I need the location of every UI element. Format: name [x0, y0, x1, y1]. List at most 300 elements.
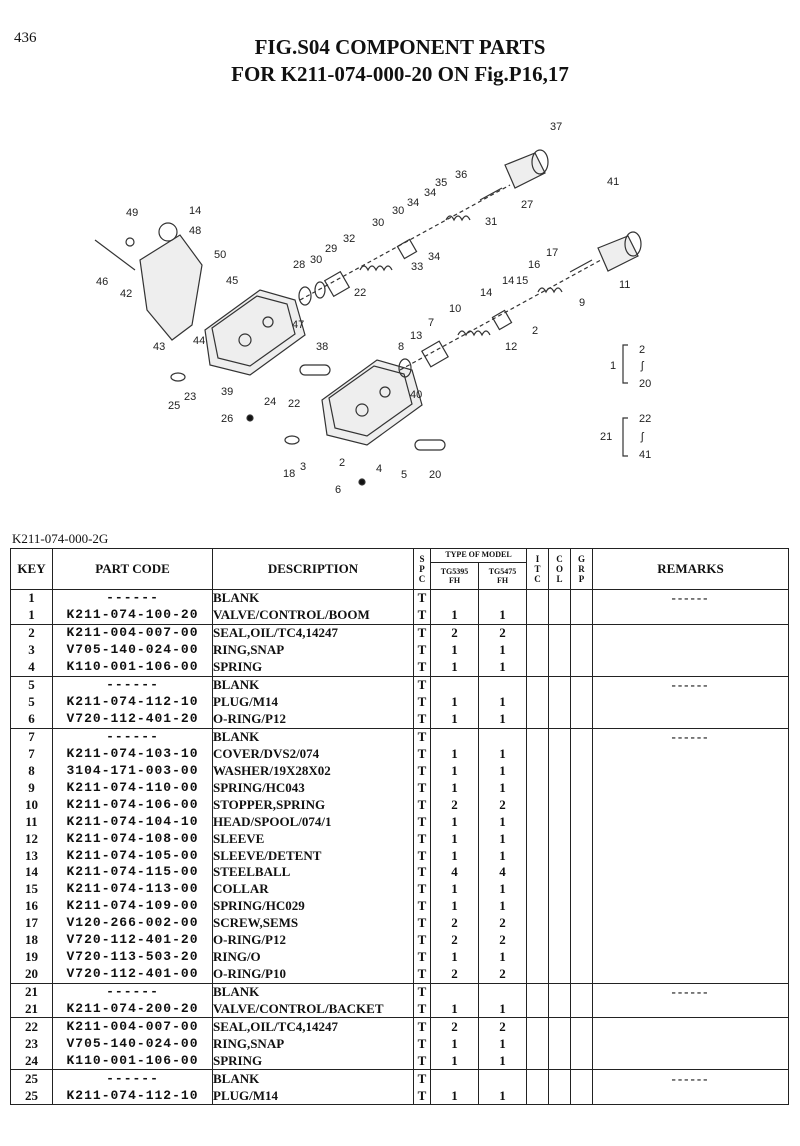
cell-desc: SEAL,OIL/TC4,14247: [213, 624, 414, 641]
cell-empty: [549, 590, 571, 607]
cell-key: 14: [11, 864, 53, 881]
cell-empty: [527, 1035, 549, 1052]
callout-number: 14: [189, 205, 202, 217]
cell-code: ------: [53, 590, 213, 607]
cell-spc: T: [414, 711, 431, 728]
cell-key: 16: [11, 898, 53, 915]
cell-empty: [571, 881, 593, 898]
table-row: [11, 949, 789, 966]
cell-q2: 1: [479, 659, 527, 676]
cell-rem: [593, 659, 789, 676]
cell-empty: [571, 711, 593, 728]
cell-empty: [549, 1035, 571, 1052]
cell-q1: 1: [431, 1001, 479, 1018]
table-row: [11, 983, 789, 1000]
table-row: [11, 642, 789, 659]
cell-q2: [479, 590, 527, 607]
cell-q1: 1: [431, 694, 479, 711]
cell-code: K211-004-007-00: [53, 1018, 213, 1035]
cell-spc: T: [414, 728, 431, 745]
cell-q2: 1: [479, 1035, 527, 1052]
cell-code: K211-074-113-00: [53, 881, 213, 898]
cell-empty: [527, 932, 549, 949]
cell-empty: [527, 711, 549, 728]
cell-code: K110-001-106-00: [53, 659, 213, 676]
header-model-1: TG5395 FH: [431, 563, 479, 589]
cell-q1: [431, 676, 479, 693]
callout-number: 46: [96, 276, 109, 288]
table-header-row: [11, 549, 789, 590]
cell-rem: ------: [593, 676, 789, 693]
svg-text:21: 21: [600, 431, 613, 443]
cell-empty: [549, 624, 571, 641]
cell-empty: [571, 779, 593, 796]
cell-key: 18: [11, 932, 53, 949]
cell-desc: BLANK: [213, 983, 414, 1000]
cell-code: ------: [53, 676, 213, 693]
cell-code: V720-112-401-20: [53, 711, 213, 728]
cell-empty: [527, 983, 549, 1000]
cell-code: K211-074-100-20: [53, 607, 213, 624]
cell-q2: 1: [479, 745, 527, 762]
cell-desc: SPRING: [213, 1052, 414, 1069]
header-description: DESCRIPTION: [213, 549, 414, 590]
table-row: [11, 830, 789, 847]
cell-q2: 1: [479, 762, 527, 779]
cell-empty: [571, 796, 593, 813]
header-part-code: PART CODE: [53, 549, 213, 590]
table-row: [11, 864, 789, 881]
cell-code: K211-074-108-00: [53, 830, 213, 847]
cell-q1: 1: [431, 762, 479, 779]
cell-q2: 1: [479, 830, 527, 847]
cell-q2: 1: [479, 813, 527, 830]
callout-number: 9: [579, 297, 586, 309]
cell-empty: [549, 711, 571, 728]
cell-desc: BLANK: [213, 676, 414, 693]
cell-empty: [527, 642, 549, 659]
callout-number: 50: [214, 249, 227, 261]
cell-empty: [571, 864, 593, 881]
cell-key: 5: [11, 676, 53, 693]
callout-number: 20: [429, 469, 442, 481]
cell-code: K211-074-103-10: [53, 745, 213, 762]
cell-q1: 2: [431, 796, 479, 813]
title-line-1: FIG.S04 COMPONENT PARTS: [254, 35, 546, 59]
callout-number: 15: [516, 275, 529, 287]
cell-empty: [549, 762, 571, 779]
callout-number: 45: [226, 275, 239, 287]
svg-text:20: 20: [639, 378, 652, 390]
callout-number: 24: [264, 396, 277, 408]
svg-text:ʃ: ʃ: [641, 360, 644, 372]
cell-empty: [571, 1035, 593, 1052]
cell-rem: [593, 607, 789, 624]
cell-rem: [593, 847, 789, 864]
parts-table: [10, 548, 789, 1105]
cell-code: K211-074-109-00: [53, 898, 213, 915]
cell-spc: T: [414, 676, 431, 693]
cell-desc: O-RING/P10: [213, 966, 414, 983]
cell-spc: T: [414, 745, 431, 762]
cell-code: ------: [53, 983, 213, 1000]
cell-desc: O-RING/P12: [213, 932, 414, 949]
cell-code: K211-074-115-00: [53, 864, 213, 881]
cell-key: 21: [11, 983, 53, 1000]
cell-empty: [549, 830, 571, 847]
table-row: [11, 779, 789, 796]
cell-empty: [549, 864, 571, 881]
cell-spc: T: [414, 659, 431, 676]
exploded-parts-diagram: [0, 100, 800, 520]
table-row: [11, 659, 789, 676]
cell-key: 11: [11, 813, 53, 830]
cell-spc: T: [414, 796, 431, 813]
cell-q2: [479, 1070, 527, 1087]
header-itc: I T C: [527, 549, 549, 590]
cell-spc: T: [414, 813, 431, 830]
cell-empty: [527, 813, 549, 830]
cell-desc: SEAL,OIL/TC4,14247: [213, 1018, 414, 1035]
cell-q1: 4: [431, 864, 479, 881]
svg-text:ʃ: ʃ: [641, 431, 644, 443]
cell-code: V120-266-002-00: [53, 915, 213, 932]
cell-empty: [549, 847, 571, 864]
cell-desc: SLEEVE: [213, 830, 414, 847]
table-row: [11, 762, 789, 779]
cell-key: 22: [11, 1018, 53, 1035]
cell-empty: [527, 779, 549, 796]
cell-empty: [549, 676, 571, 693]
cell-empty: [549, 1018, 571, 1035]
cell-spc: T: [414, 779, 431, 796]
callout-number: 2: [339, 457, 346, 469]
cell-empty: [571, 694, 593, 711]
header-spc: S P C: [414, 549, 431, 590]
cell-key: 25: [11, 1070, 53, 1087]
table-row: [11, 796, 789, 813]
callout-number: 23: [184, 391, 197, 403]
callout-number: 43: [153, 341, 166, 353]
cell-q1: 1: [431, 1052, 479, 1069]
callout-number: 48: [189, 225, 202, 237]
cell-empty: [527, 796, 549, 813]
cell-q2: 1: [479, 898, 527, 915]
title-line-2: FOR K211-074-000-20 ON Fig.P16,17: [231, 62, 569, 86]
table-row: [11, 1018, 789, 1035]
cell-q2: [479, 728, 527, 745]
table-row: [11, 847, 789, 864]
callout-number: 30: [310, 254, 323, 266]
callout-number: 27: [521, 199, 534, 211]
cell-q2: 1: [479, 1087, 527, 1104]
cell-desc: BLANK: [213, 1070, 414, 1087]
cell-empty: [527, 1087, 549, 1104]
cell-key: 23: [11, 1035, 53, 1052]
cell-spc: T: [414, 898, 431, 915]
cell-rem: [593, 864, 789, 881]
table-row: [11, 915, 789, 932]
header-grp: G R P: [571, 549, 593, 590]
callout-number: 16: [528, 259, 541, 271]
table-row: [11, 1052, 789, 1069]
cell-desc: HEAD/SPOOL/074/1: [213, 813, 414, 830]
cell-empty: [571, 966, 593, 983]
cell-key: 9: [11, 779, 53, 796]
cell-rem: [593, 796, 789, 813]
cell-desc: STEELBALL: [213, 864, 414, 881]
header-col: C O L: [549, 549, 571, 590]
cell-spc: T: [414, 915, 431, 932]
cell-empty: [571, 728, 593, 745]
cell-spc: T: [414, 607, 431, 624]
callout-number: 18: [283, 468, 296, 480]
callout-number: 44: [193, 335, 206, 347]
cell-rem: [593, 1035, 789, 1052]
table-row: [11, 966, 789, 983]
callout-number: 14: [502, 275, 515, 287]
cell-q1: 1: [431, 745, 479, 762]
cell-q1: 1: [431, 642, 479, 659]
callout-number: 7: [428, 317, 435, 329]
table-row: [11, 676, 789, 693]
cell-rem: ------: [593, 1070, 789, 1087]
cell-empty: [571, 676, 593, 693]
cell-empty: [549, 796, 571, 813]
cell-code: ------: [53, 728, 213, 745]
table-row: [11, 932, 789, 949]
cell-rem: [593, 813, 789, 830]
cell-code: K211-074-110-00: [53, 779, 213, 796]
cell-empty: [549, 966, 571, 983]
callout-number: 34: [428, 251, 441, 263]
cell-q1: [431, 1070, 479, 1087]
callout-number: 29: [325, 243, 338, 255]
cell-rem: [593, 779, 789, 796]
cell-empty: [549, 932, 571, 949]
callout-number: 32: [343, 233, 356, 245]
cell-q2: [479, 676, 527, 693]
cell-code: K211-074-105-00: [53, 847, 213, 864]
callout-number: 26: [221, 413, 234, 425]
table-row: [11, 745, 789, 762]
callout-number: 35: [435, 177, 448, 189]
cell-empty: [571, 607, 593, 624]
cell-empty: [527, 830, 549, 847]
cell-empty: [527, 915, 549, 932]
cell-desc: SPRING: [213, 659, 414, 676]
cell-empty: [571, 898, 593, 915]
cell-key: 6: [11, 711, 53, 728]
callout-number: 28: [293, 259, 306, 271]
callout-number: 10: [449, 303, 462, 315]
cell-empty: [549, 983, 571, 1000]
cell-key: 15: [11, 881, 53, 898]
cell-rem: [593, 966, 789, 983]
cell-key: 5: [11, 694, 53, 711]
cell-spc: T: [414, 932, 431, 949]
cell-q2: 2: [479, 966, 527, 983]
cell-code: K211-074-112-10: [53, 694, 213, 711]
cell-q2: 2: [479, 796, 527, 813]
cell-q1: 1: [431, 779, 479, 796]
cell-key: 21: [11, 1001, 53, 1018]
cell-empty: [527, 1018, 549, 1035]
cell-q1: [431, 983, 479, 1000]
cell-q2: 2: [479, 1018, 527, 1035]
cell-key: 17: [11, 915, 53, 932]
cell-spc: T: [414, 881, 431, 898]
cell-key: 19: [11, 949, 53, 966]
callout-number: 8: [398, 341, 405, 353]
cell-empty: [549, 745, 571, 762]
cell-key: 3: [11, 642, 53, 659]
cell-empty: [571, 762, 593, 779]
cell-desc: PLUG/M14: [213, 1087, 414, 1104]
cell-desc: SLEEVE/DETENT: [213, 847, 414, 864]
callout-number: 17: [546, 247, 559, 259]
svg-text:2: 2: [639, 344, 646, 356]
cell-empty: [549, 1087, 571, 1104]
cell-empty: [571, 830, 593, 847]
cell-spc: T: [414, 590, 431, 607]
cell-empty: [549, 915, 571, 932]
cell-empty: [527, 1001, 549, 1018]
cell-q1: 1: [431, 881, 479, 898]
cell-rem: [593, 898, 789, 915]
cell-rem: ------: [593, 983, 789, 1000]
parts-table-body: [11, 590, 789, 1105]
cell-key: 20: [11, 966, 53, 983]
cell-q1: 2: [431, 1018, 479, 1035]
callout-number: 2: [532, 325, 539, 337]
callout-number: 34: [407, 197, 420, 209]
cell-rem: [593, 1018, 789, 1035]
cell-empty: [549, 1052, 571, 1069]
cell-empty: [549, 728, 571, 745]
cell-q1: 2: [431, 624, 479, 641]
cell-spc: T: [414, 624, 431, 641]
cell-key: 24: [11, 1052, 53, 1069]
legend-group-2: [600, 413, 651, 461]
cell-empty: [571, 847, 593, 864]
cell-desc: BLANK: [213, 728, 414, 745]
cell-spc: T: [414, 864, 431, 881]
cell-code: K110-001-106-00: [53, 1052, 213, 1069]
cell-empty: [527, 728, 549, 745]
cell-empty: [571, 932, 593, 949]
cell-rem: [593, 694, 789, 711]
cell-rem: [593, 830, 789, 847]
cell-rem: [593, 762, 789, 779]
callout-number: 22: [288, 398, 301, 410]
callout-number: 11: [619, 279, 631, 291]
cell-spc: T: [414, 1035, 431, 1052]
cell-empty: [549, 949, 571, 966]
cell-rem: [593, 881, 789, 898]
cell-empty: [527, 762, 549, 779]
cell-empty: [571, 813, 593, 830]
callout-number: 30: [392, 205, 405, 217]
cell-code: K211-074-106-00: [53, 796, 213, 813]
figure-title: [0, 34, 800, 88]
cell-code: K211-074-200-20: [53, 1001, 213, 1018]
cell-q1: 1: [431, 1087, 479, 1104]
cell-key: 1: [11, 590, 53, 607]
callout-number: 40: [410, 389, 423, 401]
callout-number: 41: [607, 176, 620, 188]
cell-q2: [479, 983, 527, 1000]
cell-code: V705-140-024-00: [53, 1035, 213, 1052]
cell-desc: RING/O: [213, 949, 414, 966]
cell-q2: 1: [479, 779, 527, 796]
cell-key: 4: [11, 659, 53, 676]
cell-empty: [549, 881, 571, 898]
cell-spc: T: [414, 1018, 431, 1035]
cell-empty: [527, 847, 549, 864]
cell-empty: [527, 1052, 549, 1069]
cell-key: 10: [11, 796, 53, 813]
callout-number: 49: [126, 207, 139, 219]
cell-key: 7: [11, 745, 53, 762]
cell-spc: T: [414, 1070, 431, 1087]
callout-number: 25: [168, 400, 181, 412]
cell-desc: COLLAR: [213, 881, 414, 898]
cell-q1: 1: [431, 830, 479, 847]
cell-code: K211-074-104-10: [53, 813, 213, 830]
cell-empty: [527, 949, 549, 966]
cell-rem: [593, 1001, 789, 1018]
svg-text:41: 41: [639, 449, 652, 461]
table-row: [11, 1035, 789, 1052]
cell-q2: 1: [479, 642, 527, 659]
cell-spc: T: [414, 642, 431, 659]
cell-empty: [571, 1052, 593, 1069]
cell-q2: 1: [479, 694, 527, 711]
cell-desc: VALVE/CONTROL/BOOM: [213, 607, 414, 624]
cell-q1: 1: [431, 711, 479, 728]
cell-rem: [593, 745, 789, 762]
cell-q2: 1: [479, 607, 527, 624]
cell-spc: T: [414, 1087, 431, 1104]
cell-spc: T: [414, 949, 431, 966]
cell-q2: 2: [479, 915, 527, 932]
header-remarks: REMARKS: [593, 549, 789, 590]
cell-empty: [527, 676, 549, 693]
cell-q1: 2: [431, 932, 479, 949]
callout-number: 4: [376, 463, 383, 475]
cell-desc: WASHER/19X28X02: [213, 762, 414, 779]
cell-empty: [571, 983, 593, 1000]
callout-number: 39: [221, 386, 234, 398]
header-key: KEY: [11, 549, 53, 590]
cell-rem: [593, 915, 789, 932]
cell-empty: [527, 694, 549, 711]
table-row: [11, 711, 789, 728]
cell-desc: COVER/DVS2/074: [213, 745, 414, 762]
cell-empty: [549, 607, 571, 624]
cell-key: 2: [11, 624, 53, 641]
callout-number: 6: [335, 484, 342, 496]
cell-q2: 1: [479, 1052, 527, 1069]
cell-desc: RING,SNAP: [213, 642, 414, 659]
cell-spc: T: [414, 694, 431, 711]
callout-number: 36: [455, 169, 468, 181]
cell-key: 8: [11, 762, 53, 779]
cell-empty: [571, 1018, 593, 1035]
callout-number: 13: [410, 330, 423, 342]
diagram-drawing: [95, 150, 641, 485]
